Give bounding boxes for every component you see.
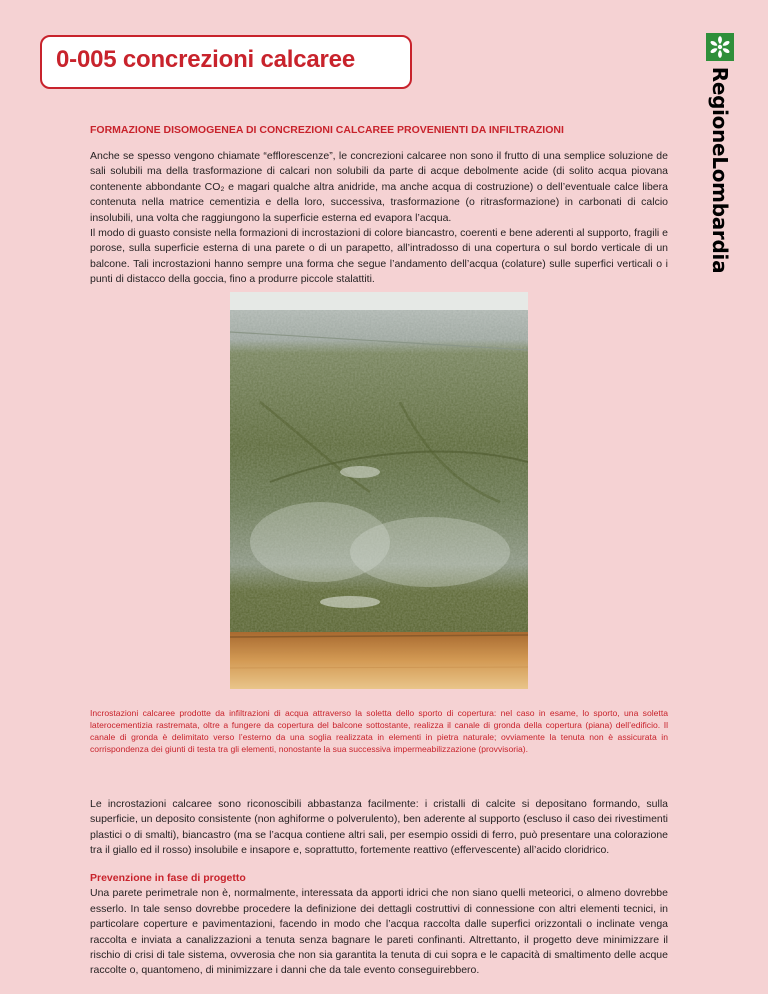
- calcareous-deposits-photo: [230, 292, 528, 689]
- page-title: 0-005 concrezioni calcaree: [56, 46, 355, 73]
- prevention-block: [90, 871, 668, 979]
- intro-block: [90, 149, 668, 288]
- brand-name: RegioneLombardia: [708, 66, 732, 274]
- prevention-heading: Prevenzione in fase di progetto: [90, 872, 246, 884]
- section-heading: FORMAZIONE DISOMOGENEA DI CONCREZIONI CALCAREE PROVENIENTI DA INFILTRAZIONI: [90, 124, 564, 136]
- intro-paragraph-2: Il modo di guasto consiste nella formazioni di incrostazioni di colore biancastro, coerenti e bene aderenti al supporto, fragili e porose, sulla superficie esterna di una parete o di un parapetto, all’intradosso di una copertura o sul bordo verticale di un balcone. Tali incrostazioni hanno sempre una forma che segue l’andamento dell’acqua (colature) sulle superfici verticali o i punti di distacco della goccia, fino a produrre piccole stalattiti.: [90, 227, 668, 286]
- recognition-paragraph: Le incrostazioni calcaree sono riconoscibili abbastanza facilmente: i cristalli di calcite si depositano formando, sulla superficie, un deposito consistente (non aghiforme o polverulento), ben aderente al supporto (escluso il caso dei rivestimenti plastici o di smalti), biancastro (ma se l’acqua contiene altri sali, per esempio ossidi di ferro, può presentare una colorazione tra il giallo ed il rosso) insolubile e insapore e, soprattutto, fortemente reattivo (effervescente) all’acido cloridrico.: [90, 798, 668, 857]
- prevention-paragraph: Una parete perimetrale non è, normalmente, interessata da apporti idrici che non siano quelli meteorici, o almeno dovrebbe esserlo. In tale senso dovrebbe procedere la definizione dei dettagli costruttivi di connessione con altri elementi tecnici, in particolare coperture e pavimentazioni, facendo in modo che l’acqua raccolta dalle superfici orizzontali o inclinate venga raccolta e inviata a canalizzazioni a tenuta senza bagnare le pareti confinanti. Altrettanto, il progetto deve minimizzare il rischio di crisi di tale sistema, ovverosia che non sia garantita la tenuta di cui sopra e le capacità di smaltimento delle acque raccolte o, quantomeno, di minimizzare i danni che da tale evento conseguirebbero.: [90, 887, 668, 977]
- title-box: [40, 35, 412, 89]
- photo-caption: Incrostazioni calcaree prodotte da infiltrazioni di acqua attraverso la soletta dello sporto di copertura: nel caso in esame, lo sporto, una soletta laterocementizia rastremata, oltre a fungere da copertura del balcone sottostante, realizza il canale di gronda della copertura (piana) dell’edificio. Il canale di gronda è delimitato verso l’esterno da una soglia realizzata in elementi in pietra naturale; ovviamente la tenuta non è assicurata in corrispondenza dei giunti di testa tra gli elementi, nonostante la sua successiva impermeabilizzazione (provvisoria).: [90, 708, 668, 754]
- recognition-block: [90, 797, 668, 859]
- lombardy-rose-icon: [706, 33, 734, 61]
- intro-paragraph-1: Anche se spesso vengono chiamate “efflorescenze”, le concrezioni calcaree non sono il frutto di una semplice soluzione de sali solubili ma della trasformazione di calcari non solubili da parte di acque debolmente acide (di solito acqua piovana contenente abbondante CO₂ e magari qualche altra anidride, ma anche acqua di costruzione) o dell’eventuale calce libera contenuta nella matrice cementizia e della loro, successiva, trasformazione (o ritrasformazione) in carbonati di calcio insolubili, una volta che raggiungono la superficie esterna ed evapora l’acqua.: [90, 150, 668, 224]
